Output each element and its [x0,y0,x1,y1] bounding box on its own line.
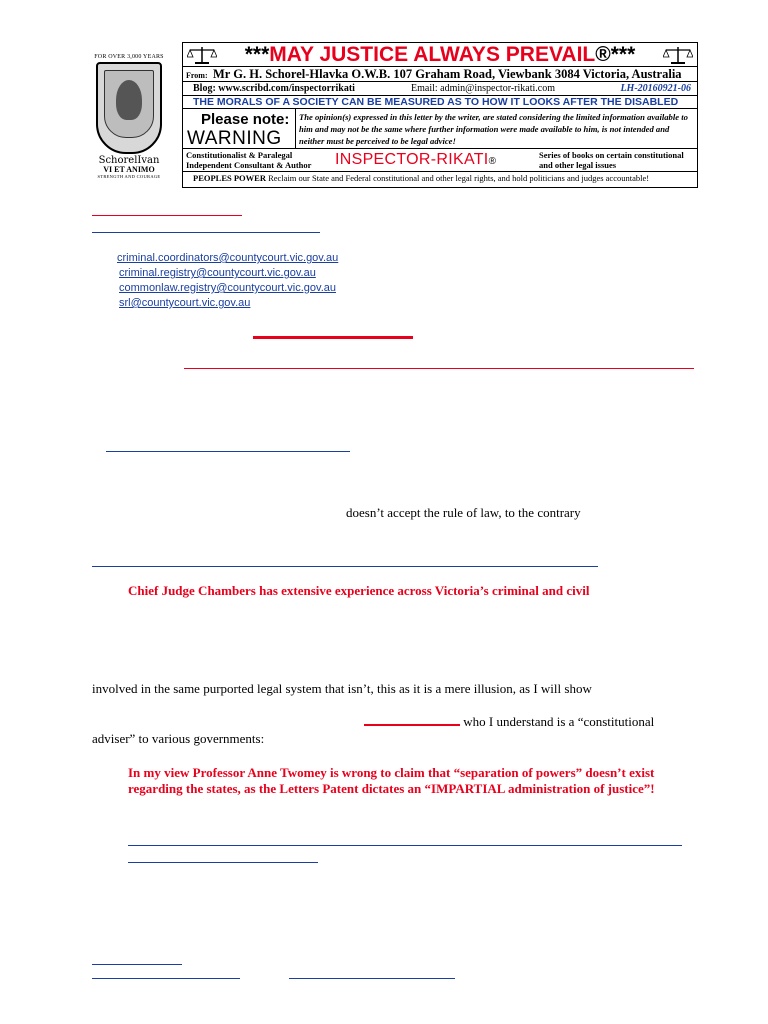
letterhead-box [182,42,698,188]
morals-text: THE MORALS OF A SOCIETY CAN BE MEASURED AS TO HOW IT LOOKS AFTER THE DISABLED [193,96,679,108]
from-address: Mr G. H. Schorel-Hlavka O.W.B. 107 Graham Road, Viewbank 3084 Victoria, Australia [213,67,682,81]
email-commonlaw-registry[interactable]: commonlaw.registry@countycourt.vic.gov.au [119,282,336,294]
chief-judge-text: Chief Judge Chambers has extensive experience across Victoria’s criminal and civil [128,583,590,598]
logo-name: SchorelIvan [98,155,160,166]
banner-row [183,43,697,67]
warning-label: WARNING [187,128,282,149]
logo-top-text: FOR OVER 3,000 YEARS [94,54,164,60]
reference-number: LH-20160921-06 [620,83,691,94]
adviser-line: who I understand is a “constitutional [364,714,654,730]
scales-of-justice-icon [187,45,217,65]
illusion-text: involved in the same purported legal system that isn’t, this as it is a mere illusion, as I will show [92,681,592,696]
redacted-link-line[interactable] [289,978,455,979]
contact-row [183,82,697,96]
twomey-quote: In my view Professor Anne Twomey is wrong to claim that “separation of powers” doesn’t exist regarding the states, as the Letters Patent dictates an “IMPARTIAL administration of justice”! [128,765,655,796]
email-criminal-coordinators[interactable]: criminal.coordinators@countycourt.vic.gov.au [117,252,339,264]
blog-link: Blog: www.scribd.com/inspectorrikati [193,83,355,94]
redacted-link-line[interactable] [106,451,350,452]
logo-subtitle: STRENGTH AND COURAGE [97,174,161,179]
redacted-heading-line [253,336,413,339]
email-link: Email: admin@inspector-rikati.com [411,83,555,94]
redacted-name [364,714,460,726]
redacted-subject-line [184,368,694,369]
please-note-label: Please note: [201,111,290,128]
email-criminal-registry[interactable]: criminal.registry@countycourt.vic.gov.au [119,267,316,279]
warning-row [183,109,697,149]
author-roles: Constitutionalist & Paralegal Independent Consultant & Author [186,150,312,170]
logo-motto: VI ET ANIMO [103,165,155,174]
scales-of-justice-icon [663,45,693,65]
opinion-disclaimer: The opinion(s) expressed in this letter by the writer, are stated considering the limited information available to him and may not be the same where further information were made available to him, is not intended and neither must be perceived to be legal advice! [299,112,688,146]
inspector-rikati-title: INSPECTOR-RIKATI® [335,151,497,168]
banner-title: ***MAY JUSTICE ALWAYS PREVAIL®*** [244,43,636,66]
redacted-link-line[interactable] [92,232,320,233]
peoples-power-text: PEOPLES POWER Reclaim our State and Federal constitutional and other legal rights, and hold politicians and judges accountable! [193,173,650,183]
from-row [183,67,697,82]
adviser-line-2: adviser” to various governments: [92,731,265,746]
morals-row [183,96,697,109]
rule-of-law-text: doesn’t accept the rule of law, to the contrary [346,505,581,520]
warning-box [183,109,296,149]
logo-block [86,54,172,188]
series-text: Series of books on certain constitutional and other legal issues [539,150,684,170]
peoples-power-row [183,172,697,187]
coat-of-arms-icon [96,62,162,154]
redacted-link-line[interactable] [128,845,682,846]
redacted-link-line[interactable] [92,964,182,965]
redacted-link-line[interactable] [92,978,240,979]
author-row [183,149,697,172]
from-label: From: [186,71,208,80]
redacted-link-line[interactable] [128,862,318,863]
redacted-link-line[interactable] [92,566,598,567]
redacted-line [92,215,242,216]
email-srl[interactable]: srl@countycourt.vic.gov.au [119,297,251,309]
